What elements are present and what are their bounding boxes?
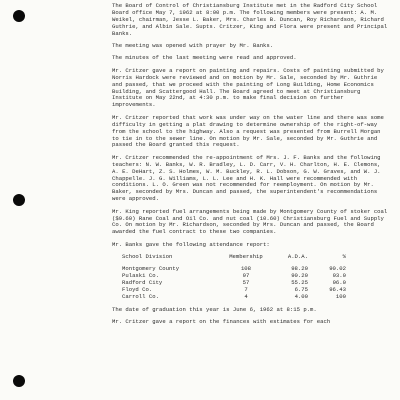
cell-membership: 108 (240, 265, 252, 273)
cell-division: Radford City (122, 278, 163, 286)
cell-division: Montgomery County (122, 265, 180, 273)
table-row (112, 280, 388, 287)
paragraph-water-line: Mr. Critzer reported that work was under way on the water line and there was some difficulty in getting a plat drawing to determine ownership of the right-of-way from the school to the highway. Also a request was presented from Burrell Morgan to tie in to the sewer line. On motion by Mr. Sale, seconded by Mr. Guthrie and passed the Board granted this request. (112, 113, 384, 149)
paragraph-painting: Mr. Critzer gave a report on painting and repairs. Costs of painting submitted by Norris Hardock were reviewed and on motion by Mr. Sale, seconded by Mr. Guthrie and passed, that we proceed with the painting of Long Building, Home Economics Building, and Scattergood Hall. The Board agreed to meet at Christiansburg Institute on May 22nd, at 4:30 p.m. to make final decision on further improvements. (112, 66, 384, 109)
cell-division: Floyd Co. (122, 285, 153, 293)
paragraph-finances: Mr. Critzer gave a report on the finances with estimates for each (112, 318, 331, 326)
cell-ada: 6.75 (294, 285, 308, 293)
cell-ada: 55.25 (291, 278, 308, 286)
cell-division: Pulaski Co. (122, 272, 159, 279)
cell-ada: 90.20 (291, 272, 308, 279)
table-header-row (112, 254, 388, 261)
cell-membership: 7 (244, 285, 248, 293)
header-percent: % (342, 253, 346, 261)
paragraph-prayer: The meeting was opened with prayer by Mr. Banks. (112, 42, 274, 50)
table-row (112, 294, 388, 301)
binder-hole-bottom (13, 375, 25, 387)
cell-ada: 98.20 (291, 265, 308, 273)
paragraph-graduation: The date of graduation this year is June 6, 1962 at 8:15 p.m. (112, 305, 317, 313)
cell-membership: 57 (242, 278, 250, 286)
cell-percent: 100 (335, 292, 346, 300)
paragraph-attendance-intro: Mr. Banks gave the following attendance report: (112, 240, 270, 248)
paragraph-fuel: Mr. King reported fuel arrangements being made by Montgomery County of stoker coal ($9.60) Rane Coal and Oil Co. and nut coal (10.60) Christiansburg Fuel and Supply Co. On motion by Mr. Richardson, seconded by Mrs. Duncan and passed, the Board awarded the fuel contract to these two companies. (112, 207, 388, 236)
paragraph-teachers: Mr. Critzer recommended the re-appointment of Mrs. J. F. Banks and the following teachers: N. W. Banks, W. R. Bradley, L. D. Carr, V. H. Charlton, H. E. Clemons, A. E. DeHart, Z. S. Holmes, W. M. Buckley, R. L. Dobson, G. W. Graves, and W. J. Chappelle. J. G. Williams, L. L. Lee and H. K. Hall were recommended with conditions. L. O. Green was not recommended for reemployment. On motion by Mr. Baker, seconded by Mrs. Duncan and passed, the superintendent's recommendations were approved. (112, 153, 381, 203)
cell-percent: 90.02 (329, 265, 346, 273)
binder-hole-middle (13, 194, 25, 206)
attendance-table (112, 254, 388, 300)
header-membership: Membership (229, 253, 263, 261)
cell-division: Carroll Co. (122, 292, 159, 300)
cell-percent: 96.43 (329, 285, 346, 293)
header-school-division: School Division (122, 253, 173, 261)
binder-hole-top (13, 10, 25, 22)
paragraph-minutes: The minutes of the last meeting were read and approved. (112, 54, 297, 62)
cell-percent: 93.0 (332, 272, 346, 279)
cell-percent: 96.0 (332, 278, 346, 286)
cell-membership: 97 (242, 272, 250, 279)
paragraph-opening: The Board of Control of Christiansburg Institute met in the Radford City School Board office May 7, 1962 at 8:00 p.m. The following members were present: A. M. Weikel, chairman, Jesse L. Baker, Mrs. Charles B. Duncan, Roy Richardson, Richard Guthrie, and Albin Sale. Supts. Critzer, King and Flora were present and Principal Banks. (112, 2, 388, 37)
header-ada: A.D.A. (287, 253, 308, 261)
cell-membership: 4 (244, 292, 248, 300)
minutes-text (112, 3, 388, 331)
cell-ada: 4.00 (294, 292, 308, 300)
